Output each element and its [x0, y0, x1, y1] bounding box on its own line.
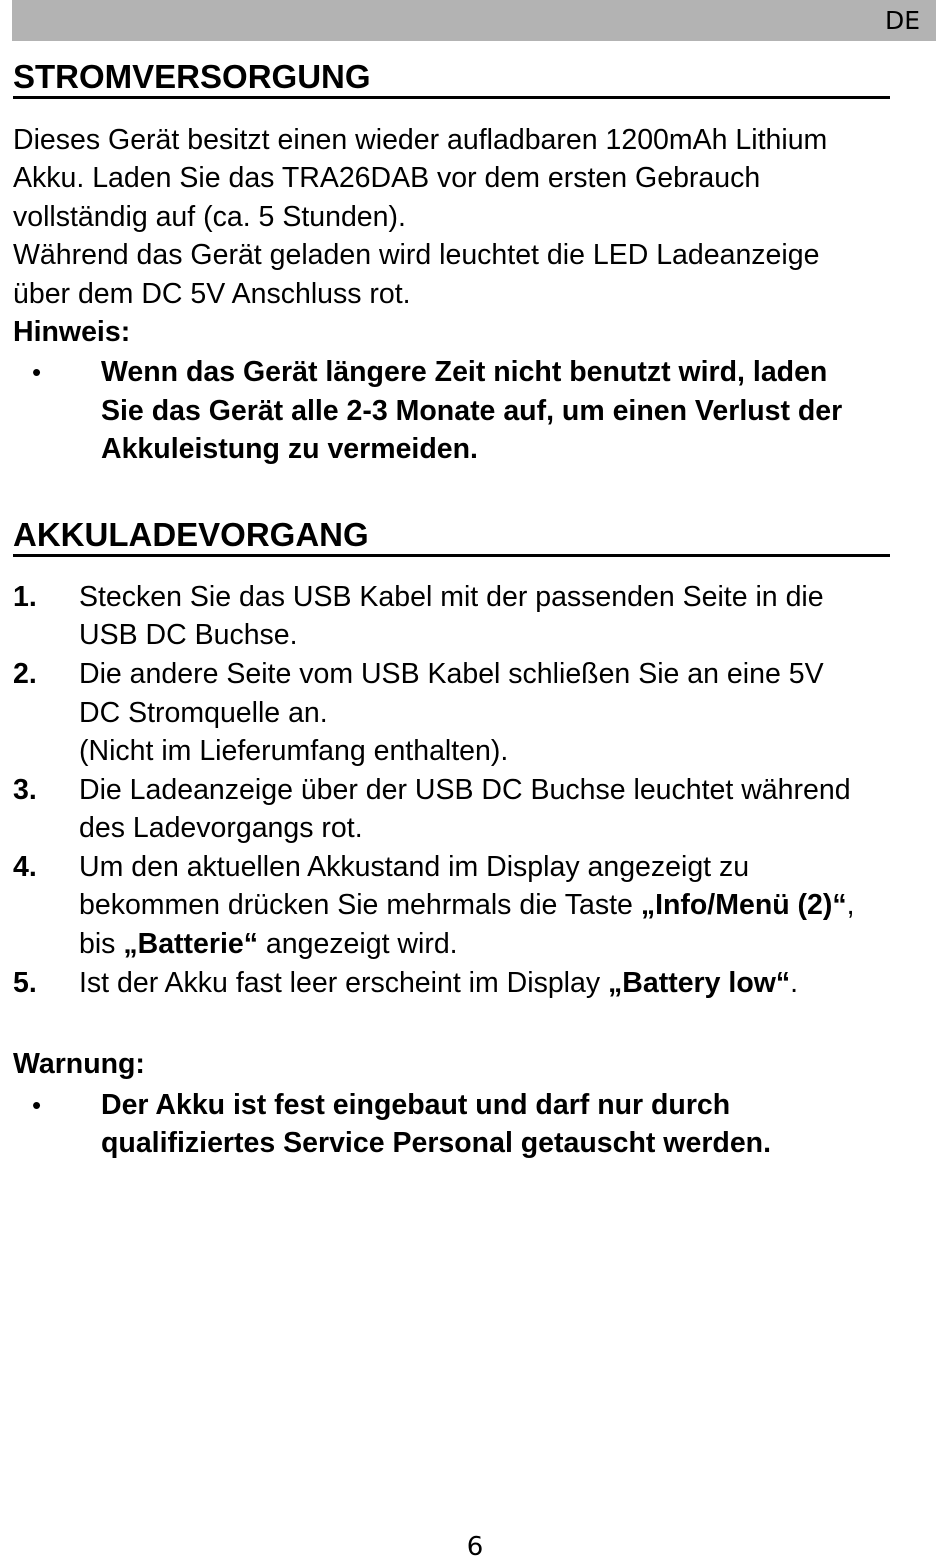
warning-line: qualifiziertes Service Personal getauscht werden.: [101, 1127, 772, 1159]
paragraph-line: Dieses Gerät besitzt einen wieder aufladbaren 1200mAh Lithium: [13, 124, 828, 156]
list-number: 5.: [13, 967, 37, 999]
note-label: Hinweis:: [13, 316, 131, 348]
warning-line: Der Akku ist fest eingebaut und darf nur durch: [101, 1089, 731, 1121]
list-number: 3.: [13, 774, 37, 806]
note-line: Wenn das Gerät längere Zeit nicht benutzt wird, laden: [101, 356, 828, 388]
list-item-text: bekommen drücken Sie mehrmals die Taste: [79, 889, 641, 921]
note-line: Akkuleistung zu vermeiden.: [101, 433, 478, 465]
list-item-line: Stecken Sie das USB Kabel mit der passenden Seite in die: [79, 581, 824, 613]
list-number: 1.: [13, 581, 37, 613]
list-item-text: bis: [79, 928, 124, 960]
list-item-line: [79, 964, 798, 1003]
paragraph-line: Akku. Laden Sie das TRA26DAB vor dem ersten Gebrauch: [13, 162, 761, 194]
list-item-line: [79, 886, 855, 925]
list-item-text: ,: [846, 889, 855, 921]
paragraph-line: Während das Gerät geladen wird leuchtet die LED Ladeanzeige: [13, 239, 820, 271]
section-heading-battery-charging: AKKULADEVORGANG: [13, 516, 890, 557]
display-label-battery-low: „Battery low“: [608, 967, 791, 999]
list-item-line: (Nicht im Lieferumfang enthalten).: [79, 735, 509, 767]
section-heading-power-supply: STROMVERSORGUNG: [13, 58, 890, 99]
list-item-text: Ist der Akku fast leer erscheint im Display: [79, 967, 609, 999]
bullet-icon: •: [32, 357, 42, 387]
list-item-line: des Ladevorgangs rot.: [79, 812, 363, 844]
list-item-text: angezeigt wird.: [257, 928, 458, 960]
key-label-info-menu: „Info/Menü (2)“: [640, 889, 847, 921]
list-item-text: .: [790, 967, 799, 999]
list-item-line: DC Stromquelle an.: [79, 697, 328, 729]
list-item-line: USB DC Buchse.: [79, 619, 298, 651]
list-number: 4.: [13, 851, 37, 883]
header-bar: [12, 0, 936, 41]
list-number: 2.: [13, 658, 37, 690]
list-item-line: Die andere Seite vom USB Kabel schließen Sie an eine 5V: [79, 658, 824, 690]
list-item-line: Um den aktuellen Akkustand im Display angezeigt zu: [79, 851, 750, 883]
warning-label: Warnung:: [13, 1048, 145, 1080]
paragraph-line: vollständig auf (ca. 5 Stunden).: [13, 201, 406, 233]
display-label-batterie: „Batterie“: [123, 928, 258, 960]
language-tag: DE: [884, 6, 920, 35]
bullet-icon: •: [32, 1090, 42, 1120]
list-item-line: Die Ladeanzeige über der USB DC Buchse leuchtet während: [79, 774, 851, 806]
list-item-line: [79, 925, 458, 964]
note-line: Sie das Gerät alle 2-3 Monate auf, um einen Verlust der: [101, 395, 843, 427]
paragraph-line: über dem DC 5V Anschluss rot.: [13, 278, 411, 310]
page-number: 6: [466, 1532, 484, 1562]
